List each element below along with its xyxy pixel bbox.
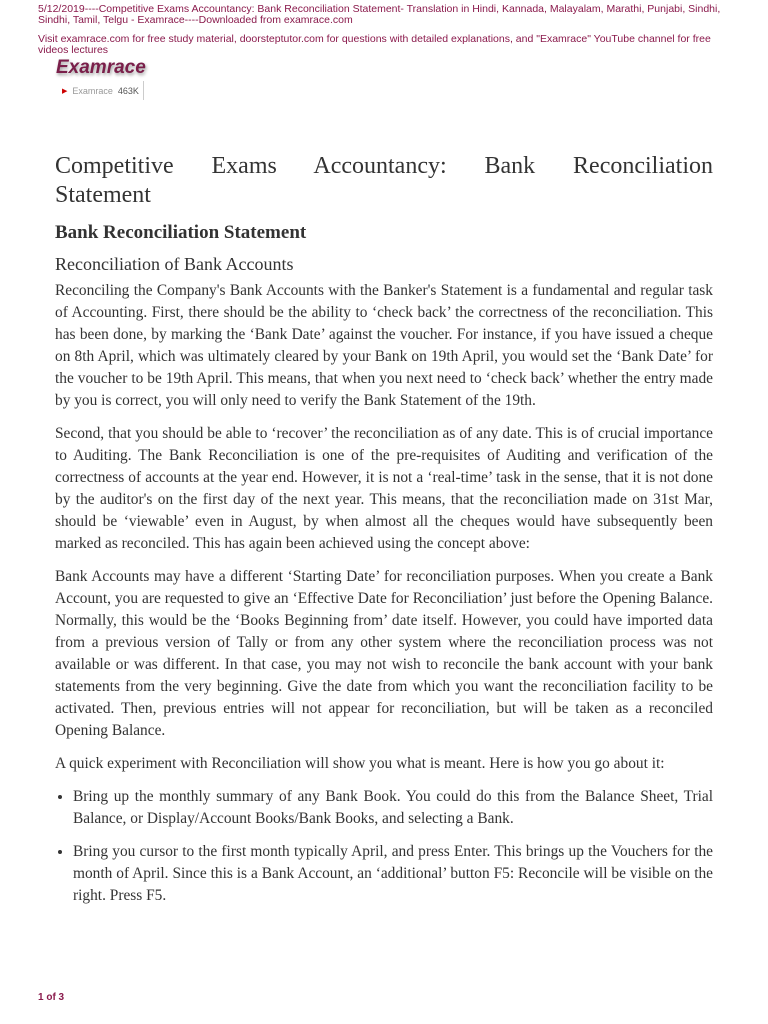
article [55,152,713,918]
paragraph: A quick experiment with Reconciliation will show you what is meant. Here is how you go about it: [55,755,665,772]
channel-name: Examrace [72,85,113,96]
paragraph: Bank Accounts may have a different ‘Starting Date’ for reconciliation purposes. When you create a Bank Account, you are requested to give an ‘Effective Date for Reconciliation’ just before the Opening Balance. Normally, this would be the ‘Books Beginning from’ date itself. However, you could have imported data from a previous version of Tally or from any other system where the reconciliation process was not available or was different. In that case, you may not wish to reconcile the bank account with your bank statements from the very beginning. Give the date from which you want the reconciliation facility to be activated. Then, previous entries will not appear for reconciliation, but will be taken as a reconciled Opening Balance. [55,568,713,739]
paragraph: Second, that you should be able to ‘recover’ the reconciliation as of any date. This is of crucial importance to Auditing. The Bank Reconciliation is one of the pre-requisites of Auditing and verification of the correctness of accounts at the year end. However, it is not a ‘real-time’ task in the sense, that it is not done by the auditor's on the first day of the next year. This means, that the reconciliation made on 31st Mar, should be ‘viewable’ even in August, by when almost all the cheques would have subsequently been marked as reconciled. This has again been achieved using the concept above: [55,425,713,552]
subsection-heading: Reconciliation of Bank Accounts [55,254,294,274]
page-title [55,152,713,210]
examrace-logo[interactable]: Examrace [56,57,146,78]
youtube-play-icon: ▶ [62,87,68,95]
title-line: Statement [55,182,151,208]
section-heading: Bank Reconciliation Statement [55,222,307,243]
print-header [38,4,738,64]
title-line: Competitive Exams Accountancy: Bank Reconciliation [55,153,713,179]
steps-list [55,786,713,907]
header-line: 5/12/2019----Competitive Exams Accountancy: Bank Reconciliation Statement- Translation in Hindi, Kannada, Malayalam, Marathi, Punjabi, Sindhi, Sindhi, Tamil, Telgu - Examrace----Downloaded from examrace.com [38,3,721,26]
list-item: • Bring up the monthly summary of any Bank Book. You could do this from the Balance Sheet, Trial Balance, or Display/Account Books/Bank Books, and selecting a Bank. [73,786,713,830]
youtube-subscribe-button[interactable] [56,81,144,100]
page-number: 1 of 3 [38,992,65,1003]
subscriber-count: 463K [117,85,139,96]
header-promo: Visit examrace.com for free study material, doorsteptutor.com for questions with detailed explanations, and "Examrace" YouTube channel for free videos lectures [38,33,711,56]
list-item: • Bring you cursor to the first month typically April, and press Enter. This brings up the Vouchers for the month of April. Since this is a Bank Account, an ‘additional’ button F5: Reconcile will be visible on the right. Press F5. [73,841,713,907]
paragraph: Reconciling the Company's Bank Accounts with the Banker's Statement is a fundamental and regular task of Accounting. First, there should be the ability to ‘check back’ the correctness of the reconciliation. This has been done, by marking the ‘Bank Date’ against the voucher. For instance, if you have issued a cheque on 8th April, which was ultimately cleared by your Bank on 19th April, you would set the ‘Bank Date’ for the voucher to be 19th April. This means, that when you next need to ‘check back’ whether the entry made by you is correct, you will only need to verify the Bank Statement of the 19th. [55,282,713,409]
